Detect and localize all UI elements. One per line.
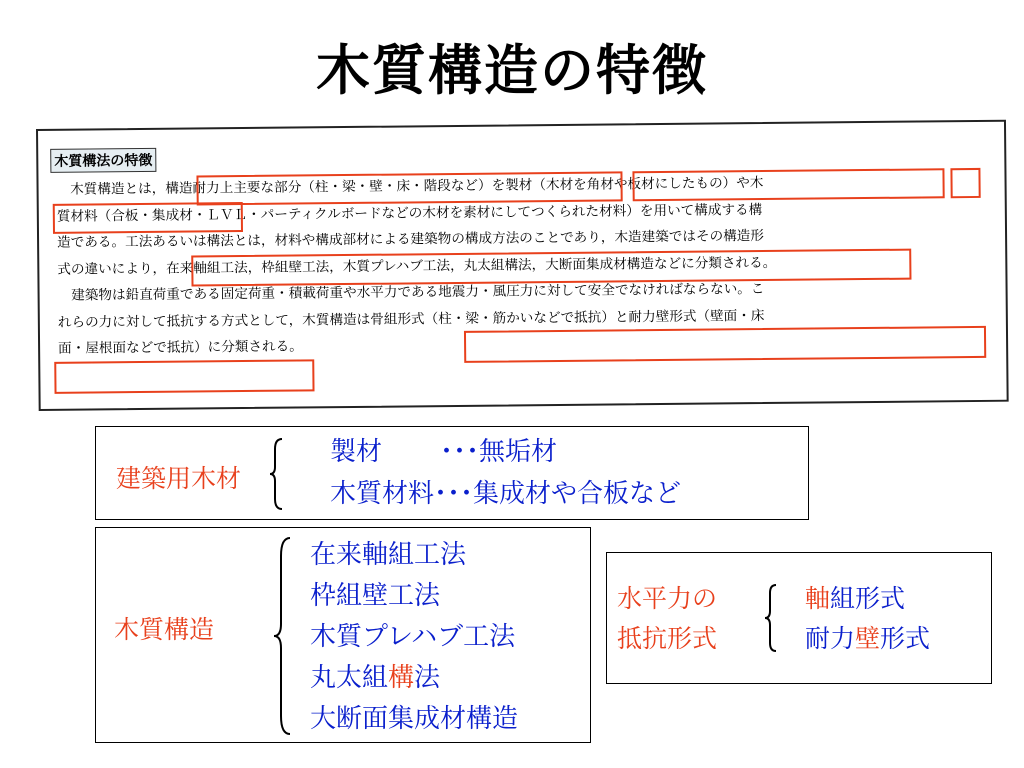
timber-row-1 <box>330 431 557 468</box>
highlight-box <box>196 171 622 205</box>
resistance-type-box <box>606 552 992 684</box>
shear-wall-type-highlight: 壁 <box>855 624 881 653</box>
document-line: れらの力に対して抵抗する方式として，木質構造は骨組形式（柱・梁・筋かいなどで抵抗）と耐力壁形式（壁面・床 <box>57 307 765 331</box>
shear-wall-type-part: 形式 <box>880 624 931 653</box>
highlight-box <box>53 202 243 234</box>
method-item: 枠組壁工法 <box>310 581 441 611</box>
document-line: 質材料（合板・集成材・ＬＶＬ・パーティクルボードなどの木材を素材にしてつくられた材料）を用いて構成する構 <box>56 201 763 225</box>
highlight-box <box>54 359 314 393</box>
left-brace-icon <box>268 437 286 511</box>
timber-label: 建築用木材 <box>116 464 242 493</box>
engineered-wood-term: 木質材料 <box>330 479 435 509</box>
highlight-box <box>950 168 980 198</box>
method-item-highlight: 構 <box>388 663 415 693</box>
left-brace-icon <box>272 536 294 736</box>
frame-type-highlight: 軸 <box>805 584 831 613</box>
engineered-wood-desc: ･･･集成材や合板など <box>434 479 682 509</box>
solid-lumber-desc: ･･･無垢材 <box>440 437 558 467</box>
scanned-document <box>36 120 1009 411</box>
frame-type-rest: 組形式 <box>830 584 906 613</box>
construction-label: 木質構造 <box>114 615 215 644</box>
document-line: 式の違いにより，在来軸組工法，枠組壁工法，木質プレハブ工法，丸太組構法，大断面集成材構造などに分類される。 <box>57 254 777 278</box>
resistance-label-line1: 水平力の <box>617 584 718 613</box>
left-brace-icon <box>763 583 779 653</box>
document-heading: 木質構法の特徴 <box>50 148 156 173</box>
highlight-box <box>632 168 944 201</box>
shear-wall-type-part: 耐力 <box>805 624 856 653</box>
timber-types-box <box>95 426 809 520</box>
method-item-part: 丸太組 <box>310 663 389 693</box>
document-line: 木質構造とは，構造耐力上主要な部分（柱・梁・壁・床・階段など）を製材（木材を角材や板材にしたもの）や木 <box>56 175 764 198</box>
document-line: 造である。工法あるいは構法とは，材料や構成部材による建築物の構成方法のことであり，木造建築ではその構造形 <box>57 228 765 251</box>
method-item: 木質プレハブ工法 <box>310 622 516 652</box>
timber-row-2 <box>330 473 681 510</box>
shear-wall-type <box>805 619 930 655</box>
highlight-box <box>464 326 986 363</box>
document-line: 面・屋根面などで抵抗）に分類される。 <box>58 338 303 357</box>
method-item: 在来軸組工法 <box>310 540 467 570</box>
frame-type <box>805 579 905 615</box>
method-item-part: 法 <box>414 663 441 693</box>
resistance-label-line2: 抵抗形式 <box>617 624 718 653</box>
method-item: 大断面集成材構造 <box>310 704 519 734</box>
solid-lumber-term: 製材 <box>330 437 383 467</box>
construction-methods-box <box>95 527 591 743</box>
document-line: 建築物は鉛直荷重である固定荷重・積載荷重や水平力である地震力・風圧力に対して安全でなければならない。こ <box>57 281 765 304</box>
method-item <box>310 657 440 694</box>
slide-title: 木質構造の特徴 <box>316 39 708 102</box>
